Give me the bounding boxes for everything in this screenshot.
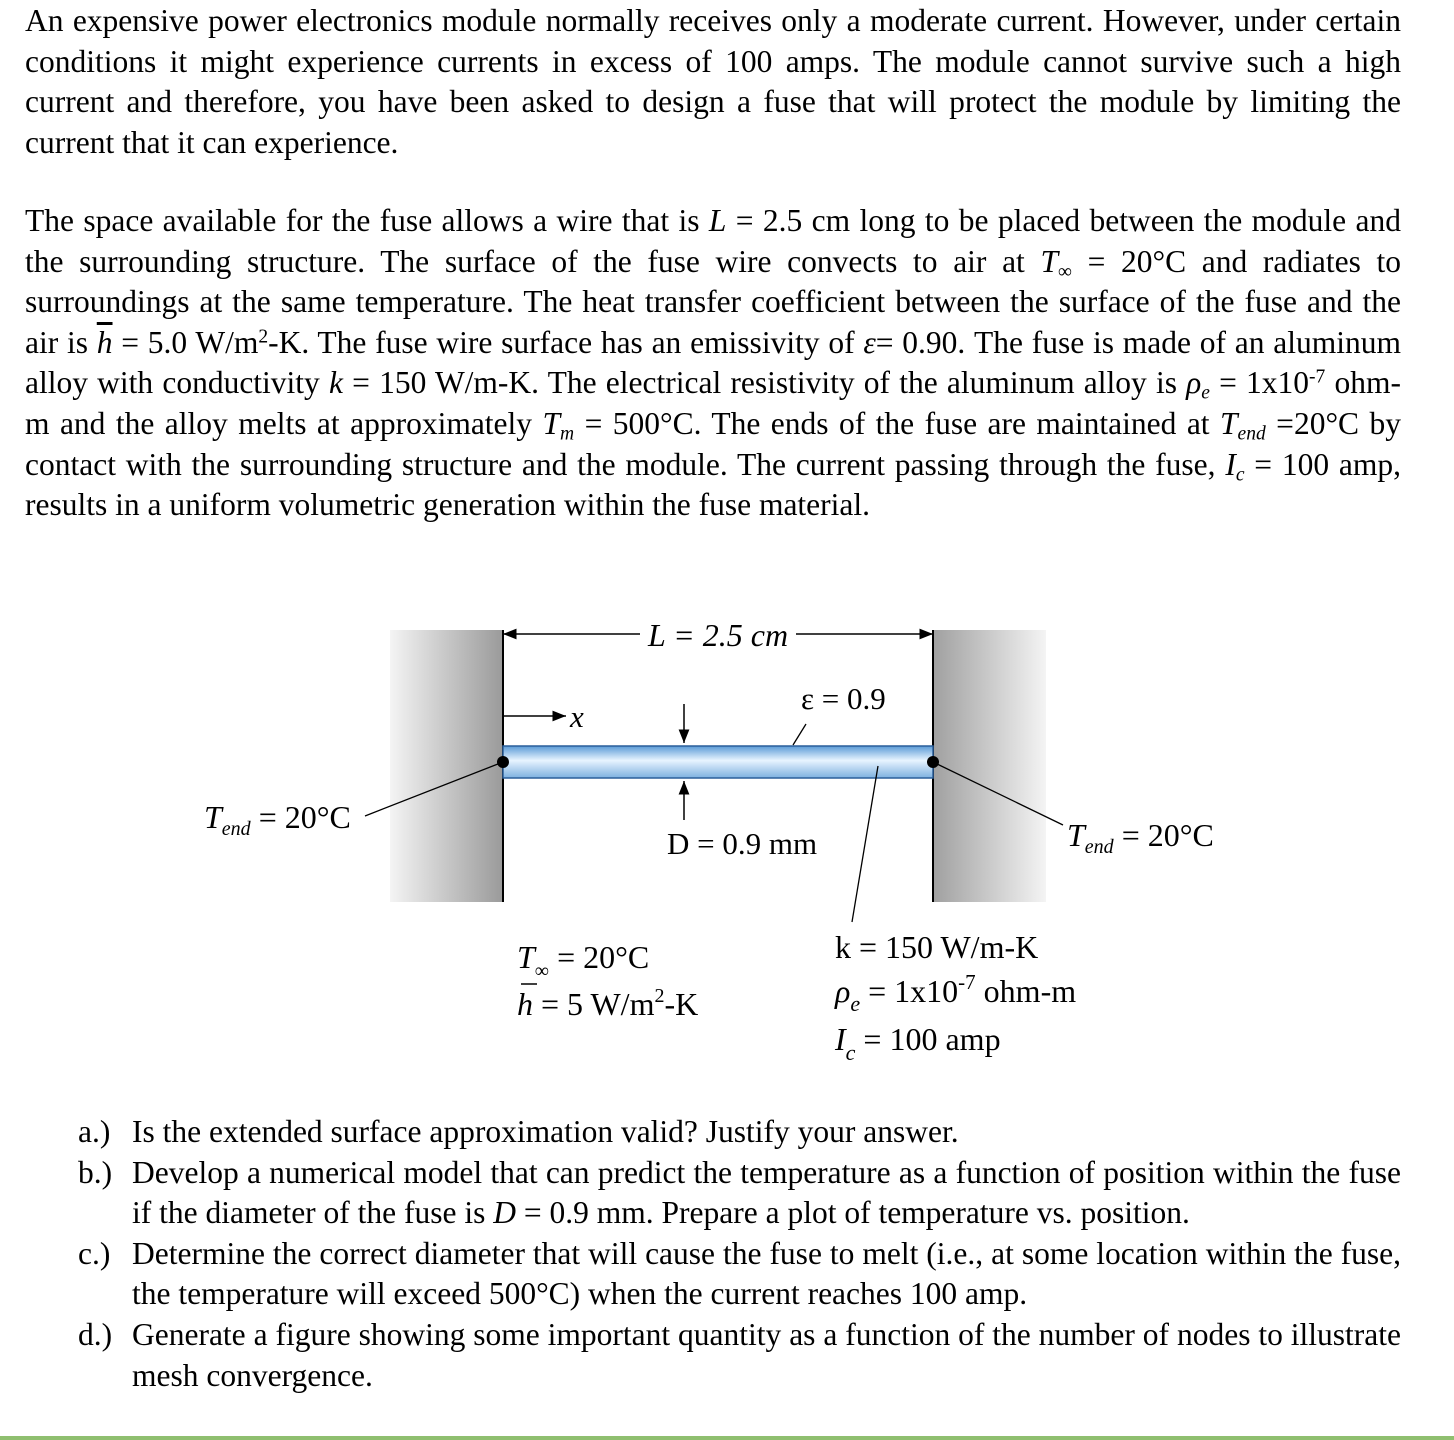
question-b [78,1153,1401,1234]
question-text [132,1155,1401,1231]
current-value: = 100 amp [855,1021,1001,1057]
question-text: Determine the correct diameter that will cause the fuse to melt (i.e., at some location within the fuse, the temperature will exceed 500°C) when the current reaches 100 amp. [132,1235,1401,1312]
melt-temp-symbol: T [542,405,561,441]
resistivity-value: = 1x10 [860,973,959,1009]
x-axis-label: x [570,699,584,734]
left-end-temp-symbol: T [204,799,222,835]
problem-text-1: The space available for the fuse allows a wire that is [25,203,709,238]
fuse-wire [503,746,933,778]
end-subscript [1238,423,1266,444]
question-label: d.) [78,1316,113,1352]
problem-text-5: -K. The fuse wire surface has an emissivity of [268,324,864,360]
current-subscript-fig: c [845,1040,856,1065]
right-end-temp-value: = 20°C [1113,817,1214,853]
heat-coefficient-symbol: h [517,986,533,1022]
ambient-temp-label [517,939,649,982]
current-symbol: I [1225,446,1236,482]
current-label [834,1021,1001,1065]
question-d [78,1315,1401,1396]
resistivity-symbol-fig: ρ [835,973,851,1009]
heat-coefficient-value: = 5 W/m [533,986,655,1022]
question-label: c.) [78,1235,111,1271]
problem-text-2: = 2.5 cm long to be placed between the module and the surrounding structure. The surface of the fuse wire convects to air at [25,203,1401,279]
end-temp-symbol: T [1220,405,1238,441]
current-symbol-fig: I [835,1021,846,1057]
left-end-temp-subscript: end [221,818,251,840]
question-label: a.) [78,1114,111,1149]
emissivity-label: ε = 0.9 [801,681,886,716]
problem-text-7: = 150 W/m-K. The electrical resistivity of the aluminum alloy is [342,365,1187,401]
infinity-subscript: ∞ [1058,261,1072,283]
problem-text-8: = 1x10 [1209,365,1310,401]
resistivity-subscript [1201,383,1210,404]
resistivity-exponent: -7 [958,970,976,994]
resistivity-subscript-text: e [1201,382,1210,404]
left-end-temp-label [204,799,351,840]
right-end-temp-subscript: end [1084,836,1114,858]
current-subscript-text: c [1235,464,1245,486]
melt-subscript [560,423,574,444]
left-wall [390,630,503,902]
question-list [78,1112,1401,1396]
fuse-diagram [0,600,1454,1080]
problem-text-3: = 20°C and radiates to surroundings at the same temperature. The heat transfer coefficient between the surface of the fuse and the air is [25,243,1401,360]
problem-text-12: = 100 amp, results in a uniform volumetric generation within the fuse material. [25,446,1402,523]
left-end-temp-value: = 20°C [250,799,351,835]
right-wall [933,630,1046,902]
melt-subscript-text: m [560,423,575,445]
exponent-superscript: -7 [1309,366,1326,388]
conductivity-symbol: k [328,365,343,401]
problem-paragraph [25,201,1401,526]
diameter-symbol: D [493,1195,517,1231]
resistivity-label [834,970,1076,1016]
emissivity-symbol: ε [863,324,876,360]
resistivity-symbol: ρ [1186,365,1202,401]
intro-paragraph: An expensive power electronics module normally receives only a moderate current. However, under certain conditions it might experience currents in excess of 100 amps. The module cannot survive such a high current and therefore, you have been asked to design a fuse that will protect the module by limiting the current that it can experience. [25,3,1401,160]
squared-superscript: 2 [258,326,269,348]
heat-coefficient-unit: -K [664,986,699,1022]
diameter-label: D = 0.9 mm [667,826,818,861]
heat-coefficient-exponent: 2 [654,985,665,1007]
question-text: Is the extended surface approximation valid? Justify your answer. [132,1114,959,1149]
problem-text-10: = 500°C. The ends of the fuse are maintained at [574,405,1221,441]
length-symbol: L [708,203,727,238]
heat-coefficient-label [517,985,698,1022]
emissivity-leader [793,724,806,745]
question-a [78,1112,1401,1153]
question-label: b.) [78,1154,113,1190]
ambient-temp-symbol: T [517,939,535,975]
conductivity-label: k = 150 W/m-K [835,929,1039,965]
problem-text-4: = 5.0 W/m [112,324,259,360]
problem-text-6: = 0.90. The fuse is made of an aluminum alloy with conductivity [25,324,1402,401]
end-subscript-text: end [1237,423,1266,445]
right-end-temp-symbol: T [1067,817,1085,853]
resistivity-subscript-fig: e [850,991,861,1016]
right-end-temp-label [1067,817,1214,858]
question-b-text-2: = 0.9 mm. Prepare a plot of temperature vs. position. [516,1195,1190,1231]
properties-leader [852,766,878,922]
length-label: L = 2.5 cm [647,617,789,653]
question-text: Generate a figure showing some important quantity as a function of the number of nodes to illustrate mesh convergence. [132,1316,1401,1393]
ambient-temp-subscript: ∞ [534,960,550,982]
problem-text-11: =20°C by contact with the surrounding structure and the module. The current passing through the fuse, [25,405,1401,482]
ambient-temp-value: = 20°C [549,939,650,975]
t-infinity-symbol: T [1040,243,1058,279]
question-b-text-1: Develop a numerical model that can predict the temperature as a function of position within the fuse if the diameter of the fuse is [132,1154,1401,1231]
problem-text-9: ohm-m and the alloy melts at approximately [25,365,1401,441]
bottom-rule [0,1436,1454,1440]
resistivity-unit: ohm-m [975,973,1077,1009]
question-c [78,1234,1401,1315]
h-bar-symbol: $\overline{h}$ [96,324,113,360]
